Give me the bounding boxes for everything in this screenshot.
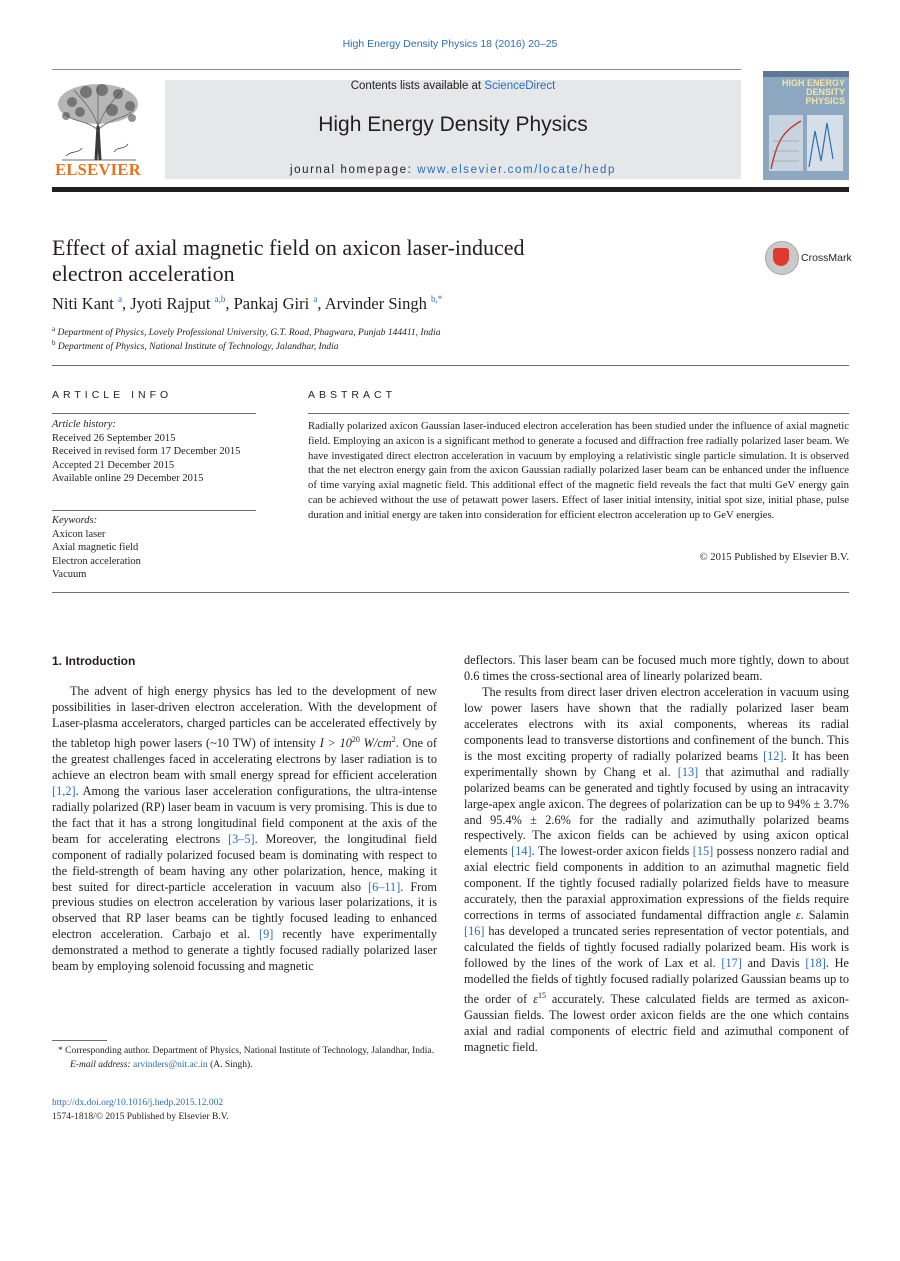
citation-link[interactable]: [15] bbox=[692, 844, 714, 859]
keywords-block bbox=[52, 514, 257, 582]
keywords-label: Keywords: bbox=[52, 515, 98, 526]
footnote-text: Corresponding author. Department of Physics, National Institute of Technology, Jalandhar, India. bbox=[62, 1046, 434, 1056]
body-paragraph: deflectors. This laser beam can be focused much more tightly, down to about 0.6 times the cross-sectional area of linearly polarized beam. bbox=[464, 653, 849, 683]
abstract-rule bbox=[308, 413, 849, 414]
citation-link[interactable]: [1,2] bbox=[52, 783, 76, 798]
author-affiliation-mark: a,b bbox=[214, 294, 226, 304]
author-name[interactable]: Pankaj Giri bbox=[233, 294, 310, 313]
citation-link[interactable]: [9] bbox=[258, 927, 274, 942]
keyword-item: Vacuum bbox=[52, 569, 87, 580]
article-title-line2: electron acceleration bbox=[52, 261, 235, 286]
elsevier-logo[interactable] bbox=[52, 80, 144, 180]
citation-link[interactable]: [13] bbox=[677, 764, 699, 779]
homepage-line bbox=[165, 164, 741, 176]
homepage-link[interactable]: www.elsevier.com/locate/hedp bbox=[417, 164, 617, 176]
crossmark-badge[interactable] bbox=[765, 241, 855, 275]
author-affiliation-mark: a bbox=[118, 294, 122, 304]
journal-title: High Energy Density Physics bbox=[318, 113, 588, 136]
elsevier-tree-icon bbox=[52, 80, 144, 162]
article-title bbox=[52, 235, 652, 287]
email-link[interactable]: arvinders@nit.ac.in bbox=[132, 1059, 208, 1070]
citation-link[interactable]: [17] bbox=[721, 956, 742, 971]
affiliation-mark: a bbox=[52, 325, 56, 333]
keyword-item: Electron acceleration bbox=[52, 555, 141, 567]
citation-link[interactable]: [18] bbox=[805, 956, 826, 971]
affiliation-text: Department of Physics, National Institute of Technology, Jalandhar, India bbox=[57, 342, 339, 353]
body-right-column bbox=[464, 653, 849, 1056]
sciencedirect-link[interactable]: ScienceDirect bbox=[484, 80, 556, 92]
journal-citation[interactable]: High Energy Density Physics 18 (2016) 20–25 bbox=[342, 38, 558, 50]
email-label: E-mail address: bbox=[70, 1059, 133, 1070]
affiliation-b bbox=[52, 339, 752, 352]
article-info-heading: ARTICLE INFO bbox=[52, 389, 173, 401]
citation-link[interactable]: [14] bbox=[511, 844, 532, 859]
history-accepted: Accepted 21 December 2015 bbox=[52, 459, 175, 471]
homepage-prefix: journal homepage: bbox=[289, 164, 418, 176]
body-paragraph: The advent of high energy physics has led to the development of new possibilities in laser-driven electron acceleration. With the development of Laser-plasma accelerators, charged particles can be accelerated effectively by the tabletop high power lasers (~10 TW) of intensity $I > 10^{20}$ $W/cm^2$. One of the greatest challenges faced in accelerating electrons by laser radiation is to achieve an electron beam with small energy spread for efficient acceleration [1,2]. Among the various laser acceleration configurations, the ultra-intense radially polarized (RP) laser beam in vacuum is very promising. This is due to the fact that it has a strong longitudinal field component at the axis of the beam for accelerating electrons [3–5]. Moreover, the longitudinal field component of radially polarized focused beam is dominating with respect to the field-strength of beam having any other polarization, hence, making it best suited for direct-particle acceleration in vacuum also [6–11]. From previous studies on electron acceleration by various laser polarizations, it is observed that RP laser beams can be tightly focused leading to enhanced electron acceleration. Carbajo et al. [9] recently have experimentally demonstrated a method to generate a tightly focused radially polarized laser beam by employing solenoid focussing and magnetic bbox=[52, 684, 438, 974]
article-history bbox=[52, 418, 257, 486]
citation-link[interactable]: [3–5] bbox=[227, 831, 255, 846]
header-divider bbox=[52, 365, 849, 366]
section-heading: 1. Introduction bbox=[52, 654, 136, 668]
history-online: Available online 29 December 2015 bbox=[52, 473, 204, 484]
abstract-copyright: © 2015 Published by Elsevier B.V. bbox=[699, 551, 849, 563]
author-separator: , bbox=[225, 294, 234, 313]
affiliation-a bbox=[52, 325, 752, 338]
author-name[interactable]: Arvinder Singh bbox=[324, 294, 427, 313]
contents-line bbox=[165, 80, 741, 92]
doi-block bbox=[52, 1097, 229, 1124]
article-title-line1: Effect of axial magnetic field on axicon laser-induced bbox=[52, 235, 525, 260]
contents-prefix: Contents lists available at bbox=[350, 80, 485, 92]
keywords-rule bbox=[52, 510, 256, 511]
keyword-item: Axial magnetic field bbox=[52, 542, 139, 553]
journal-cover-thumbnail[interactable] bbox=[763, 71, 849, 180]
history-received: Received 26 September 2015 bbox=[52, 432, 176, 444]
cover-title: HIGH ENERGY DENSITY PHYSICS bbox=[781, 78, 845, 106]
affiliation-text: Department of Physics, Lovely Professional University, G.T. Road, Phagwara, Punjab 144411, India bbox=[57, 328, 441, 339]
body-left-column bbox=[52, 684, 437, 975]
footnote-rule bbox=[52, 1040, 107, 1041]
abstract-heading: ABSTRACT bbox=[308, 389, 397, 401]
header-rule bbox=[52, 69, 741, 70]
author-separator: , bbox=[317, 294, 325, 313]
history-label: Article history: bbox=[52, 419, 116, 430]
citation-link[interactable]: [12] bbox=[763, 748, 784, 763]
author-name[interactable]: Jyoti Rajput bbox=[130, 294, 211, 313]
crossmark-label: CrossMark bbox=[801, 252, 852, 264]
doi-link[interactable]: http://dx.doi.org/10.1016/j.hedp.2015.12.002 bbox=[52, 1098, 224, 1108]
abstract-text: Radially polarized axicon Gaussian laser-induced electron acceleration has been studied under the influence of axial magnetic field. Employing an axicon is a significant method to generate a focused and diffraction free radially polarized laser beam. We have investigated direct electron acceleration in vacuum by employing a relativistic single particle simulation. It is observed that the net electron energy gain from the axicon Gaussian radially polarized laser beam can be enhanced under the influence of time varying axial magnetic field. This additional effect of the magnetic field reveals the fact that multi GeV energy gain can be achieved without the use of petawatt power lasers. Effect of laser initial intensity, initial spot size, initial phase, pulse duration and initial energy are taken into consideration for efficient electron acceleration up to GeV energies. bbox=[308, 420, 849, 521]
crossmark-icon bbox=[765, 241, 799, 275]
elsevier-wordmark: ELSEVIER bbox=[55, 160, 141, 179]
citation-link[interactable]: [6–11] bbox=[367, 879, 401, 894]
footnote-mark: * bbox=[58, 1046, 63, 1056]
abstract-bottom-rule bbox=[52, 592, 849, 593]
keyword-item: Axicon laser bbox=[52, 528, 106, 540]
body-paragraph: The results from direct laser driven electron acceleration in vacuum using low power lasers have shown that the radially polarized laser beam accelerates electrons with its axial components, whereas its radial components lead to transverse distortions and confinement of the bunch. This is the most exciting property of radially polarized beams [12]. It has been experimentally shown by Chang et al. [13] that azimuthal and radially polarized beams can be generated and tightly focused by using an intracavity large-apex angle axicon. The degrees of polarization can be up to 94% ± 3.7% and 95.4% ± 2.6% for the radially and azimuthally polarized beams respectively. The axicon fields can be achieved by using axicon optical elements [14]. The lowest-order axicon fields [15] possess nonzero radial and axial electric field components in addition to an azimuthal magnetic field component. If the tightly focused radially polarized fields have to measure accurately, then the paraxial approximation expressions of the fields require corrections in terms of associated fundamental diffraction angle ε. Salamin [16] has developed a truncated series representation of vector potentials, and calculated the fields of tightly focused radially polarized beam. His work is followed by the lines of the work of Lax et al. [17] and Davis [18]. He modelled the fields of tightly focused radially polarized Gaussian beams up to the order of $\varepsilon^{15}$ accurately. These calculated fields are termed as axicon-Gaussian fields. The lowest order axicon fields are the one which contains axial and radial components of electric field and azimuthal component of magnetic field. bbox=[464, 684, 849, 1054]
header-thick-rule bbox=[52, 187, 849, 192]
author-separator: , bbox=[122, 294, 131, 313]
issn-line: 1574-1818/© 2015 Published by Elsevier B.V. bbox=[52, 1111, 229, 1122]
email-suffix: (A. Singh). bbox=[207, 1059, 253, 1070]
author-list bbox=[52, 294, 752, 314]
corresponding-author-footnote bbox=[52, 1045, 437, 1072]
article-info-rule bbox=[52, 413, 256, 414]
author-affiliation-mark: a bbox=[313, 294, 318, 304]
author-affiliation-mark: b,* bbox=[431, 294, 443, 304]
history-revised: Received in revised form 17 December 2015 bbox=[52, 446, 241, 457]
citation-link[interactable]: [16] bbox=[464, 924, 485, 939]
author-name[interactable]: Niti Kant bbox=[52, 294, 114, 313]
affiliation-mark: b bbox=[52, 339, 56, 347]
